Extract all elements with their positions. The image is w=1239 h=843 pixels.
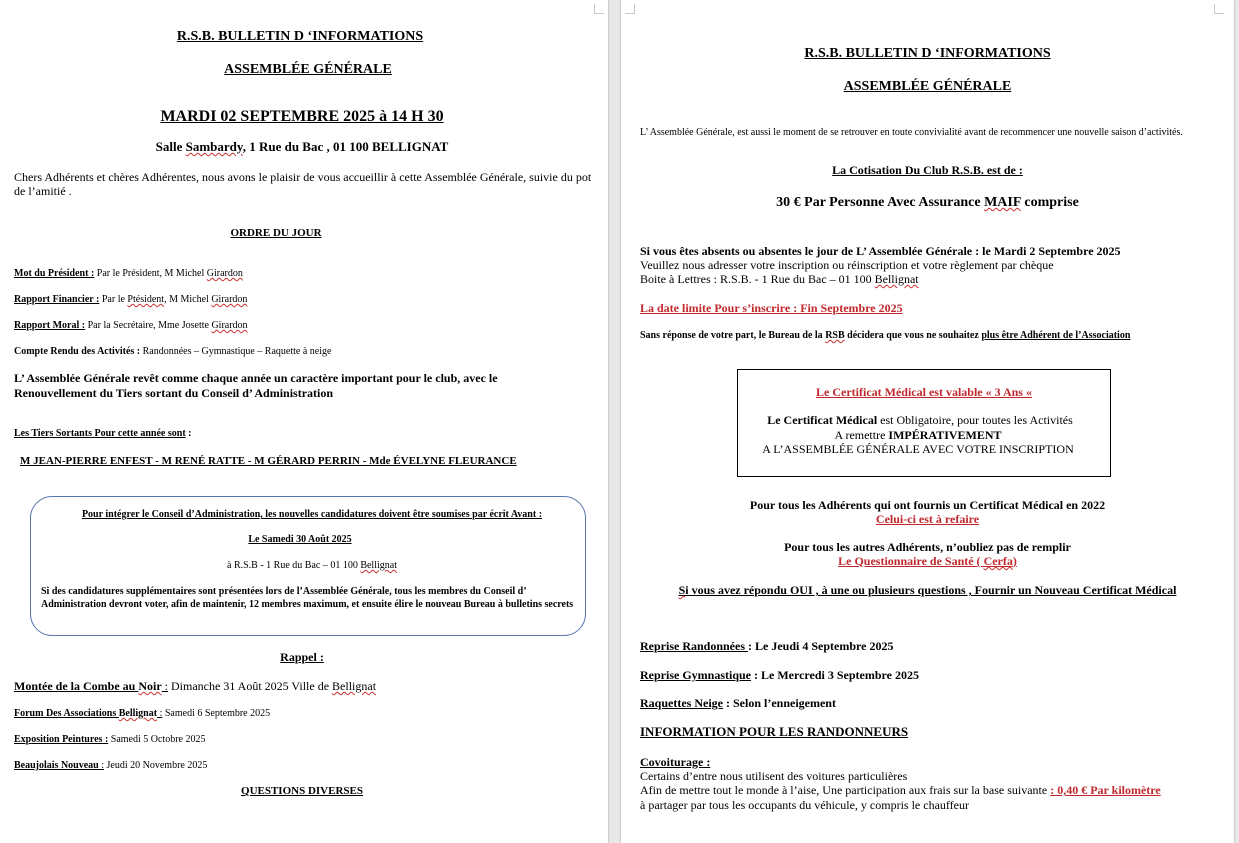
- certificate-return-text: A remettre: [834, 428, 889, 442]
- certificate-validity: Le Certificat Médical est valable « 3 Ans «: [816, 385, 1032, 399]
- tiers-title: [14, 428, 192, 440]
- hikers-info-title: INFORMATION POUR LES RANDONNEURS: [640, 724, 909, 739]
- resume-date: : Le Jeudi 4 Septembre 2025: [748, 639, 894, 653]
- cert-2022-redo: Celui-ci est à refaire: [875, 512, 980, 526]
- reminder-text: Samedi 5 Octobre 2025: [108, 734, 206, 745]
- carpool-rate: : 0,40 € Par kilomètre: [1050, 783, 1161, 797]
- oui-notice-text: i vous avez répondu OUI , à une ou plusieurs questions , Fournir un Nouveau Certificat Médical: [685, 583, 1177, 597]
- reminder-text: Samedi 6 Septembre 2025: [162, 708, 271, 719]
- agenda-text: Par le: [99, 294, 128, 305]
- questionnaire-cerfa: Cerfa: [983, 554, 1013, 568]
- agenda-label: Rapport Financier :: [14, 294, 100, 305]
- questionnaire-notice: Pour tous les autres Adhérents, n’oubliez pas de remplir: [784, 540, 1071, 554]
- reminder-label-word: Bellignat: [118, 708, 158, 719]
- bulletin-title: R.S.B. BULLETIN D ‘INFORMATIONS: [804, 46, 1051, 61]
- oui-notice-initial: S: [678, 583, 686, 597]
- carpool-line-1: Certains d’entre nous utilisent des voitures particulières: [640, 769, 908, 783]
- document-page-right: [621, 0, 1234, 843]
- no-reply-consequence: plus être Adhérent de l’Association: [981, 330, 1131, 341]
- venue-name: Sambardy: [185, 139, 243, 154]
- page-corner-mark: [1214, 4, 1224, 14]
- tiers-title-colon: :: [185, 428, 192, 439]
- venue-line: [0, 140, 604, 155]
- reminder-label-word: Noir: [138, 679, 162, 693]
- certificate-mandatory: [733, 414, 1107, 428]
- registration-deadline: La date limite Pour s’inscrire : Fin Septembre 2025: [640, 301, 903, 315]
- agenda-item-moral: [14, 320, 248, 332]
- absent-address-city: Bellignat: [874, 272, 919, 286]
- assembly-title: ASSEMBLÉE GÉNÉRALE: [224, 62, 392, 77]
- agenda-item-president: [14, 268, 243, 280]
- resume-date: : Selon l’enneigement: [722, 696, 836, 710]
- certificate-return-bold: IMPÉRATIVEMENT: [888, 428, 1002, 442]
- document-page-left: [0, 0, 608, 843]
- certificate-mandatory-bold: Le Certificat Médical: [767, 413, 878, 427]
- resume-label: Reprise Randonnées: [640, 639, 749, 653]
- absent-title: Si vous êtes absents ou absentes le jour de L’ Assemblée Générale : le Mardi 2 Septembre 2025: [640, 244, 1121, 258]
- reminder-label: Montée de la Combe au: [14, 679, 139, 693]
- reminder-text: Dimanche 31 Août 2025 Ville de: [168, 679, 333, 693]
- cotisation-value: [621, 195, 1234, 211]
- certificate-with-registration: A L’ASSEMBLÉE GÉNÉRALE AVEC VOTRE INSCRIPTION: [762, 442, 1074, 456]
- resume-date: : Le Mercredi 3 Septembre 2025: [751, 668, 919, 682]
- certificate-mandatory-text: est Obligatoire, pour toutes les Activités: [877, 413, 1073, 427]
- agenda-text-typo: Ptésident: [127, 294, 165, 305]
- agenda-label: Compte Rendu des Activités :: [14, 346, 141, 357]
- resume-gym: [640, 669, 919, 683]
- agenda-name: Girardon: [206, 268, 243, 279]
- reminder-sep: :: [98, 760, 105, 771]
- absent-address: [640, 273, 919, 287]
- certificate-return: [731, 429, 1105, 443]
- cotisation-amount: 30 € Par Personne Avec Assurance: [776, 195, 985, 210]
- absent-address-text: Boite à Lettres : R.S.B. - 1 Rue du Bac – 01 100: [640, 272, 875, 286]
- questions-title: QUESTIONS DIVERSES: [241, 785, 363, 797]
- agenda-text: Randonnées – Gymnastique – Raquette à neige: [140, 346, 332, 357]
- carpool-line-2: [640, 784, 1161, 798]
- tiers-names: M JEAN-PIERRE ENFEST - M RENÉ RATTE - M GÉRARD PERRIN - Mde ÉVELYNE FLEURANCE: [20, 455, 517, 467]
- candidacy-deadline: Le Samedi 30 Août 2025: [248, 534, 352, 545]
- agenda-title: ORDRE DU JOUR: [230, 227, 322, 239]
- carpool-text: Afin de mettre tout le monde à l’aise, Une participation aux frais sur la base suivante: [640, 783, 1051, 797]
- reminder-label: Exposition Peintures :: [14, 734, 109, 745]
- candidacy-address-city: Bellignat: [360, 560, 397, 571]
- assembly-title: ASSEMBLÉE GÉNÉRALE: [843, 79, 1012, 94]
- cert-2022-notice: Pour tous les Adhérents qui ont fournis un Certificat Médical en 2022: [749, 498, 1106, 512]
- tiers-title-text: Les Tiers Sortants Pour cette année sont: [14, 428, 186, 439]
- no-reply-text: décidera que vous ne souhaitez: [844, 330, 982, 341]
- reminder-city: Bellignat: [332, 679, 377, 693]
- questionnaire-close: ): [1012, 554, 1017, 568]
- candidacy-rules: Si des candidatures supplémentaires sont présentées lors de l’Assemblée Générale, tous les membres du Conseil d’ Administration devront voter, afin de maintenir, 12 membres maximum, et ensuite élire le nouveau Bureau à bulletins secrets: [41, 586, 574, 610]
- candidacy-intro: Pour intégrer le Conseil d’Administration, les nouvelles candidatures doivent être soumises par écrit Avant :: [81, 509, 543, 520]
- reminder-text: Jeudi 20 Novembre 2025: [104, 760, 208, 771]
- oui-notice: [621, 584, 1234, 598]
- venue-address: , 1 Rue du Bac , 01 100 BELLIGNAT: [242, 139, 449, 154]
- reminder-beaujolais: [14, 760, 207, 772]
- reminder-forum: [14, 708, 270, 720]
- reminder-sep: :: [157, 708, 163, 719]
- renewal-paragraph: L’ Assemblée Générale revêt comme chaque année un caractère important pour le club, avec le Renouvellement du Tiers sortant du Conseil d’ Administration: [14, 371, 498, 400]
- cotisation-insurer: MAIF: [984, 195, 1021, 210]
- cotisation-suffix: comprise: [1020, 195, 1079, 210]
- page-corner-mark: [625, 4, 635, 14]
- questionnaire-text: Le Questionnaire de Santé (: [838, 554, 984, 568]
- questionnaire-link: [621, 555, 1234, 569]
- resume-hiking: [640, 640, 893, 654]
- resume-snowshoe: [640, 697, 836, 711]
- agenda-text: , M Michel: [164, 294, 212, 305]
- page-corner-mark: [594, 4, 604, 14]
- absent-instructions: Veuillez nous adresser votre inscription ou réinscription et votre règlement par chèque: [640, 258, 1054, 272]
- agenda-text: Par le Président, M Michel: [94, 268, 207, 279]
- reminder-label: Beaujolais Nouveau: [14, 760, 99, 771]
- candidacy-address-text: à R.S.B - 1 Rue du Bac – 01 100: [227, 560, 361, 571]
- reminder-combe: [14, 680, 376, 694]
- carpool-line-3: à partager par tous les occupants du véhicule, y compris le chauffeur: [640, 798, 969, 812]
- agenda-item-financier: [14, 294, 247, 306]
- no-reply-notice: [640, 330, 1130, 342]
- intro-paragraph: Chers Adhérents et chères Adhérentes, nous avons le plaisir de vous accueillir à cette Assemblée Générale, suivie du pot de l’amitié .: [14, 170, 592, 198]
- meeting-date: MARDI 02 SEPTEMBRE 2025 à 14 H 30: [160, 108, 444, 125]
- cotisation-title: La Cotisation Du Club R.S.B. est de :: [832, 163, 1023, 177]
- reminder-label: Forum Des Associations: [14, 708, 119, 719]
- agenda-label: Rapport Moral :: [14, 320, 86, 331]
- agenda-name: Girardon: [211, 320, 248, 331]
- no-reply-club: RSB: [825, 330, 845, 341]
- agenda-item-activities: [14, 346, 331, 358]
- reminder-sep: :: [161, 679, 168, 693]
- conviviality-intro: L’ Assemblée Générale, est aussi le moment de se retrouver en toute convivialité avant de recommencer une nouvelle saison d’activités.: [640, 127, 1183, 138]
- resume-label: Raquettes Neige: [640, 696, 723, 710]
- resume-label: Reprise Gymnastique: [640, 668, 751, 682]
- venue-prefix: Salle: [155, 139, 186, 154]
- candidacy-address: [32, 560, 592, 572]
- bulletin-title: R.S.B. BULLETIN D ‘INFORMATIONS: [176, 29, 424, 44]
- agenda-label: Mot du Président :: [14, 268, 95, 279]
- reminder-exposition: [14, 734, 205, 746]
- no-reply-text: Sans réponse de votre part, le Bureau de la: [640, 330, 826, 341]
- rappel-title: Rappel :: [280, 650, 324, 664]
- agenda-text: Par la Secrétaire, Mme Josette: [85, 320, 212, 331]
- carpool-title: Covoiturage :: [640, 755, 711, 769]
- agenda-name: Girardon: [211, 294, 248, 305]
